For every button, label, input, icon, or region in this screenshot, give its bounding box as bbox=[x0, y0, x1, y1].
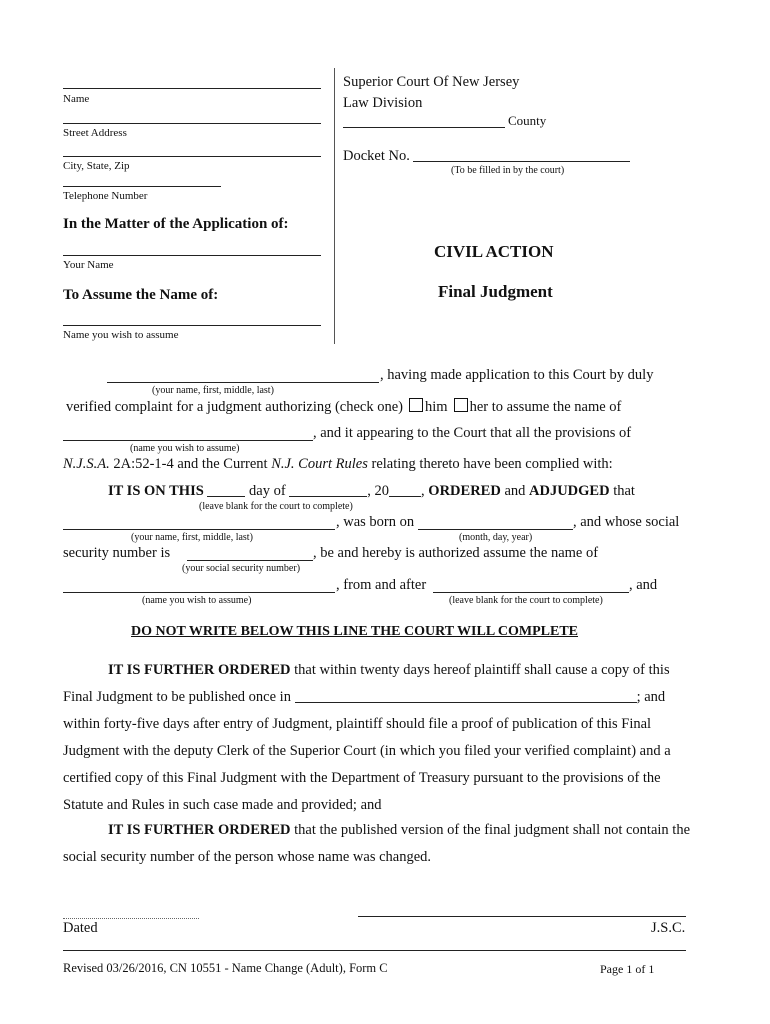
born-on: , was born on bbox=[336, 514, 415, 530]
from-and-after: , from and after bbox=[336, 577, 427, 593]
your-name-line[interactable] bbox=[63, 255, 321, 256]
header-divider bbox=[334, 68, 335, 344]
city-line[interactable] bbox=[63, 156, 321, 157]
day-blank[interactable] bbox=[207, 482, 245, 497]
line4 bbox=[63, 456, 613, 473]
statute: 2A:52-1-4 and the Current bbox=[109, 456, 272, 472]
note-leave-blank: (leave blank for the court to complete) bbox=[199, 501, 353, 512]
street-label: Street Address bbox=[63, 127, 127, 139]
line2-text: verified complaint for a judgment authorizing (check one) bbox=[66, 399, 403, 415]
note-month-day-year: (month, day, year) bbox=[459, 532, 533, 543]
that-word: that bbox=[613, 483, 635, 499]
adjudged: ADJUDGED bbox=[529, 483, 610, 499]
matter-heading: In the Matter of the Application of: bbox=[63, 216, 289, 232]
dated-label: Dated bbox=[63, 920, 98, 936]
and-word: and bbox=[504, 483, 526, 499]
assumed-name-line[interactable] bbox=[63, 440, 313, 441]
birthdate-line[interactable] bbox=[418, 529, 573, 530]
judge-signature-line[interactable] bbox=[358, 916, 686, 917]
court-name: Superior Court Of New Jersey bbox=[343, 74, 520, 90]
her-checkbox[interactable] bbox=[454, 398, 468, 412]
phone-line[interactable] bbox=[63, 186, 221, 187]
footer-rule bbox=[63, 950, 686, 951]
applicant-name-line[interactable] bbox=[107, 382, 379, 383]
county-line[interactable] bbox=[343, 127, 505, 128]
her-label: her to assume the name of bbox=[469, 399, 622, 415]
assume-heading: To Assume the Name of: bbox=[63, 287, 219, 303]
city-label: City, State, Zip bbox=[63, 160, 130, 172]
month-blank[interactable] bbox=[289, 482, 367, 497]
name-line-2[interactable] bbox=[63, 529, 335, 530]
docket-line[interactable] bbox=[413, 161, 630, 162]
ssn-line[interactable] bbox=[187, 560, 313, 561]
further2-text: that the published version of the final judgment shall not contain the social security number of the person whose name was changed. bbox=[63, 822, 691, 865]
court-complete-divider: DO NOT WRITE BELOW THIS LINE THE COURT WILL COMPLETE bbox=[131, 624, 579, 639]
dated-line[interactable] bbox=[63, 918, 199, 919]
whose-social: , and whose social bbox=[573, 514, 680, 530]
line3-tail: , and it appearing to the Court that all the provisions of bbox=[313, 425, 632, 441]
ssn-tail: , be and hereby is authorized assume the name of bbox=[313, 545, 599, 561]
line1-tail: , having made application to this Court by duly bbox=[380, 367, 654, 383]
effective-date-line[interactable] bbox=[433, 592, 629, 593]
further1-lead: IT IS FURTHER ORDERED bbox=[108, 662, 291, 678]
it-is-on-this: IT IS ON THIS bbox=[108, 483, 204, 499]
year-blank[interactable] bbox=[389, 482, 421, 497]
note-leave-blank-2: (leave blank for the court to complete) bbox=[449, 595, 603, 606]
name-label: Name bbox=[63, 93, 90, 105]
further-ordered-paragraph-1 bbox=[63, 657, 693, 819]
docket-label: Docket No. bbox=[343, 148, 410, 164]
county-label: County bbox=[508, 113, 547, 128]
order-line: IT IS ON THIS day of , 20 , ORDERED and ADJUDGED that bbox=[108, 483, 635, 499]
further1-text1: that within twenty days hereof plaintiff shall cause a copy of this Final Judgment to be published once in bbox=[63, 662, 670, 705]
njsa: N.J.S.A. bbox=[63, 456, 110, 472]
page-number: Page 1 of 1 bbox=[600, 962, 655, 976]
jsc-label: J.S.C. bbox=[651, 920, 686, 936]
docket-note: (To be filled in by the court) bbox=[451, 165, 565, 176]
him-checkbox[interactable] bbox=[409, 398, 423, 412]
and-end: , and bbox=[629, 577, 658, 593]
note-name-assume-2: (name you wish to assume) bbox=[142, 595, 252, 606]
note-your-name-2: (your name, first, middle, last) bbox=[131, 532, 253, 543]
further-ordered-paragraph-2 bbox=[63, 817, 693, 871]
assume-label: Name you wish to assume bbox=[63, 329, 179, 341]
assumed-name-line-2[interactable] bbox=[63, 592, 335, 593]
street-line[interactable] bbox=[63, 123, 321, 124]
him-label: him bbox=[425, 399, 448, 415]
civil-action-title: CIVIL ACTION bbox=[434, 242, 554, 261]
phone-label: Telephone Number bbox=[63, 190, 148, 202]
final-judgment-title: Final Judgment bbox=[438, 282, 553, 301]
revision-note: Revised 03/26/2016, CN 10551 - Name Change (Adult), Form C bbox=[63, 961, 388, 975]
year-prefix: , 20 bbox=[367, 483, 390, 499]
further2-lead: IT IS FURTHER ORDERED bbox=[108, 822, 291, 838]
name-line[interactable] bbox=[63, 88, 321, 89]
note-ssn: (your social security number) bbox=[182, 563, 301, 574]
your-name-label: Your Name bbox=[63, 259, 114, 271]
court-rules: N.J. Court Rules bbox=[271, 456, 368, 472]
assume-line[interactable] bbox=[63, 325, 321, 326]
court-division: Law Division bbox=[343, 95, 423, 111]
publication-blank[interactable] bbox=[295, 688, 637, 703]
note-name-assume: (name you wish to assume) bbox=[130, 443, 240, 454]
day-of: day of bbox=[249, 483, 286, 499]
ssn-prefix: security number is bbox=[63, 545, 171, 561]
line4-tail: relating thereto have been complied with: bbox=[367, 456, 613, 472]
note-your-name: (your name, first, middle, last) bbox=[152, 385, 274, 396]
line2 bbox=[66, 398, 621, 416]
ordered: ORDERED bbox=[428, 483, 501, 499]
further1-text2: ; and within forty-five days after entry of Judgment, plaintiff should file a proof of publication of this Final Judgment with the deputy Clerk of the Superior Court (in which you filed your verified complaint) and a certified copy of this Final Judgment with the Department of Treasury pursuant to the provisions of the Statute and Rules in such case made and provided; and bbox=[63, 689, 671, 813]
